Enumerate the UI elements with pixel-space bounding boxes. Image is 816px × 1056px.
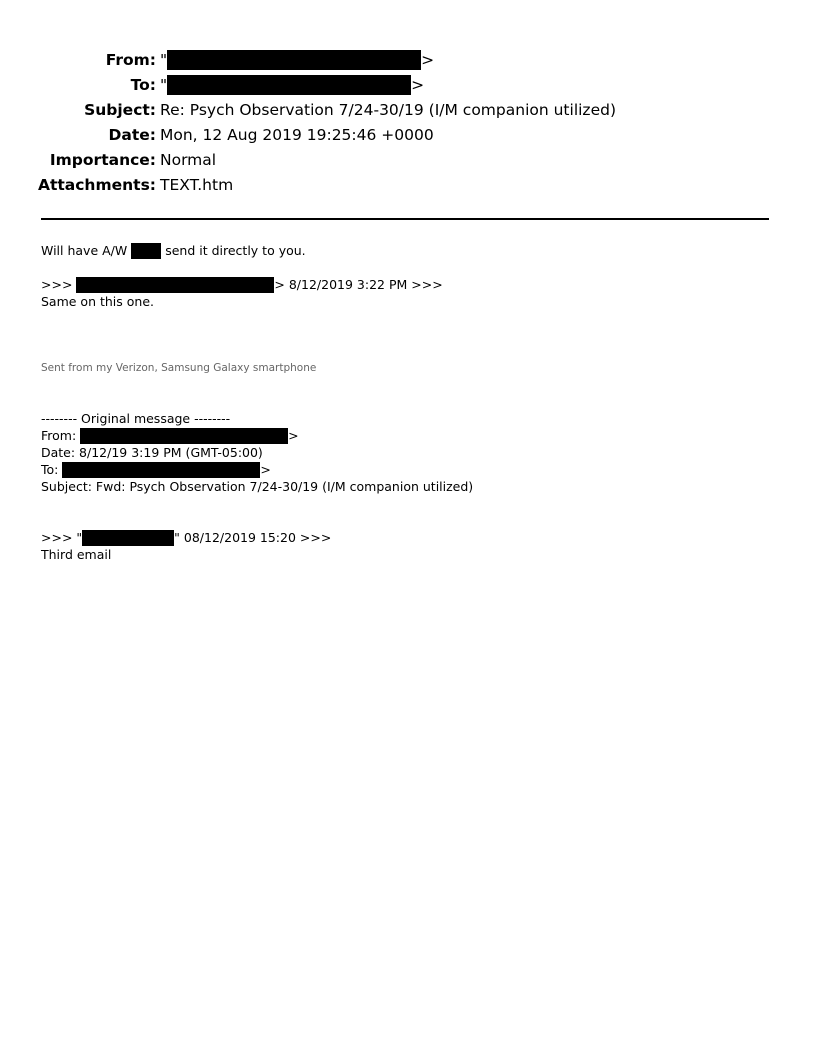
attachments-row (0, 173, 816, 198)
importance-row (0, 148, 816, 173)
attachments-value: TEXT.htm (160, 176, 234, 194)
from-row (0, 48, 816, 73)
body-line-1 (41, 242, 306, 260)
subject-row (0, 98, 816, 123)
from-suffix: > (421, 51, 435, 69)
from-value (160, 48, 434, 73)
redaction-block (76, 277, 274, 293)
to-row (0, 73, 816, 98)
importance-label: Importance: (49, 151, 156, 169)
email-header (0, 48, 816, 198)
body-line-1-before: Will have A/W (41, 243, 128, 258)
subject-label: Subject: (84, 101, 156, 119)
reply-2-header (41, 529, 331, 547)
date-value: Mon, 12 Aug 2019 19:25:46 +0000 (160, 126, 434, 144)
original-subject: Subject: Fwd: Psych Observation 7/24-30/19 (I/M companion utilized) (41, 479, 474, 494)
reply-1-text: Same on this one. (41, 294, 154, 309)
redaction-block (80, 428, 288, 444)
reply-1-suffix: > 8/12/2019 3:22 PM >>> (274, 277, 443, 292)
to-label: To: (130, 76, 156, 94)
original-to-label: To: (41, 462, 59, 477)
from-label: From: (105, 51, 156, 69)
redaction-block (167, 50, 421, 70)
to-value (160, 73, 424, 98)
signature: Sent from my Verizon, Samsung Galaxy smartphone (41, 362, 317, 374)
redaction-block (62, 462, 260, 478)
subject-value: Re: Psych Observation 7/24-30/19 (I/M companion utilized) (160, 101, 616, 119)
to-prefix: " (160, 76, 168, 94)
original-from (41, 427, 299, 445)
reply-1-prefix: >>> (41, 277, 73, 292)
header-divider (41, 218, 769, 220)
attachments-label: Attachments: (37, 176, 156, 194)
redaction-block (167, 75, 411, 95)
from-prefix: " (160, 51, 168, 69)
original-from-suffix: > (288, 428, 299, 443)
date-label: Date: (108, 126, 156, 144)
original-date: Date: 8/12/19 3:19 PM (GMT-05:00) (41, 445, 263, 460)
reply-2-prefix: >>> " (41, 530, 83, 545)
reply-1-header (41, 276, 443, 294)
original-message-header: -------- Original message -------- (41, 411, 231, 426)
original-to-suffix: > (260, 462, 271, 477)
original-from-label: From: (41, 428, 77, 443)
reply-2-text: Third email (41, 547, 112, 562)
importance-value: Normal (160, 151, 217, 169)
redaction-block (131, 243, 161, 259)
original-to (41, 461, 271, 479)
to-suffix: > (411, 76, 425, 94)
redaction-block (82, 530, 174, 546)
date-row (0, 123, 816, 148)
body-line-1-after: send it directly to you. (165, 243, 306, 258)
reply-2-suffix: " 08/12/2019 15:20 >>> (174, 530, 332, 545)
